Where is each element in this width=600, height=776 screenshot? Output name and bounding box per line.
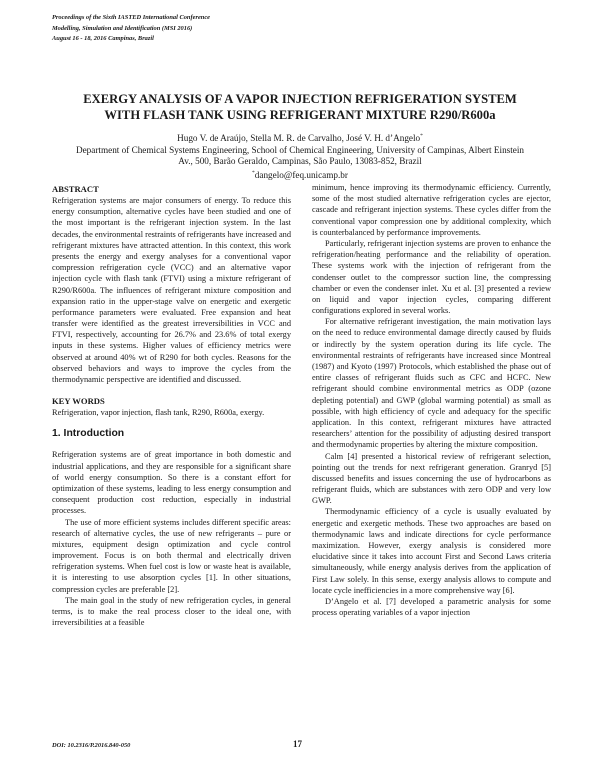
paper-title — [40, 91, 560, 123]
intro-paragraph-3-cont: minimum, hence improving its thermodynamic efficiency. Currently, some of the most studied alternative refrigeration cycles are ejector, cascade and refrigerant injection systems. These cycles differ from the conventional vapor compression one by additional complexity, which is counterbalanced by performance improvements. — [312, 183, 551, 237]
intro-paragraph-6: Calm [4] presented a historical review of refrigerant selection, pointing out the trends for next refrigerant generation. Granryd [5] discussed benefits and issues concerning the use of hydrocarbons as refrigerant fluids, which are substances with zero ODP and very low GWP. — [312, 451, 551, 506]
left-column — [52, 184, 291, 628]
keywords-text: Refrigeration, vapor injection, flash tank, R290, R600a, exergy. — [52, 408, 265, 418]
intro-paragraph-1: Refrigeration systems are of great importance in both domestic and industrial applications, and they are responsible for a significant share of world energy consumption. So there is a constant effort for optimization of these systems, leading to less energy consumption and consequent production cost reduction, especially in industrial processes. — [52, 450, 291, 516]
conference-line-2: Modelling, Simulation and Identification (MSI 2016) — [52, 24, 193, 32]
abstract-heading: ABSTRACT — [52, 184, 99, 194]
author-names-line — [40, 131, 560, 145]
authors-block — [40, 131, 560, 181]
corresponding-mark: * — [420, 133, 423, 139]
intro-paragraph-4: Particularly, refrigerant injection systems are proven to enhance the refrigeration/heating performance and the reliability of operation. These systems work with the injection of refrigerant from the condenser outlet to the compressor suction line, the compressing chamber or even the condenser inlet. Xu et al. [3] presented a review on liquid and vapor injection cycles, comparing different configurations explored in several works. — [312, 238, 551, 316]
doi: DOI: 10.2316/P.2016.840-050 — [52, 742, 131, 749]
email-line — [40, 168, 560, 182]
conference-line-3: August 16 - 18, 2016 Campinas, Brazil — [52, 35, 154, 43]
conference-header — [52, 13, 412, 45]
intro-paragraph-7: Thermodynamic efficiency of a cycle is usually evaluated by energetic and exergetic methods. These two approaches are based on thermodynamic laws and indicate directions for cycle performance maximization. However, exergy analysis is considered more elucidative since it takes into account First and Second Laws criteria simultaneously, while energy analysis derives from the application of First Law solely. In this sense, exergy analysis allows to compute and locate cycle inefficiencies in a more comprehensive way [6]. — [312, 507, 551, 595]
author-email: dangelo@feq.unicamp.br — [254, 169, 348, 180]
introduction-heading: 1. Introduction — [52, 428, 125, 440]
title-line-2: WITH FLASH TANK USING REFRIGERANT MIXTURE R290/R600a — [104, 108, 496, 122]
title-line-1: EXERGY ANALYSIS OF A VAPOR INJECTION REFRIGERATION SYSTEM — [83, 92, 517, 106]
intro-paragraph-5: For alternative refrigerant investigation, the main motivation lays on the need to reduce environmental damage directly caused by fluids or indirectly by the system operation during its life cycle. The environmental restraints of refrigerants have increased since Montreal (1987) and Kyoto (1997) Protocols, which established the phase out of entire classes of refrigerant fluids such as CFC and HCFC. New refrigerant should combine environmental metrics as ODP (ozone depleting potential) and GWP (global warming potential) as small as possible, with high efficiency of cycle and adequacy for the specific application. In this context, refrigerant mixtures have attracted researchers’ attention for the possibility of adjusting desired transport and thermodynamic properties by altering the mixture composition. — [312, 317, 551, 450]
intro-paragraph-8: D’Angelo et al. [7] developed a parametric analysis for some process operating variables of a vapor injection — [312, 596, 551, 618]
conference-line-1: Proceedings of the Sixth IASTED International Conference — [52, 14, 211, 21]
intro-paragraph-2: The use of more efficient systems includes different specific areas: research of alternative cycles, the use of new refrigerants – pure or mixtures, equipment design optimization and cycle control improvement. Focus is on both thermal and electrically driven refrigeration systems. When fuel cost is low or waste heat is available, it is interesting to use absorption cycles [1]. In other situations, compression cycles are preferable [2]. — [52, 517, 291, 594]
keywords-heading: KEY WORDS — [52, 396, 105, 407]
affiliation-line-2: Av., 500, Barão Geraldo, Campinas, São Paulo, 13083-852, Brazil — [178, 156, 422, 167]
author-names: Hugo V. de Araújo, Stella M. R. de Carvalho, José V. H. d’Angelo — [177, 133, 421, 144]
intro-paragraph-3: The main goal in the study of new refrigeration cycles, in general terms, is to make the real process closer to the ideal one, with irreversibilities at a feasible — [52, 595, 291, 628]
abstract-text: Refrigeration systems are major consumers of energy. To reduce this energy consumption, alternative cycles have been studied and one of the most important is the refrigerant injection system. In the last decades, the environmental restraints of refrigerants have increased and refrigerant mixtures have attracted attention. In this context, this work presents the energy and exergy analyses for a conventional vapor compression refrigeration cycle (VCC) and an alternative vapor injection cycle with flash tank (FTVI) using a mixture refrigerant of R290/R600a. The influences of refrigerant mixture composition and expansion ratio in the upper-stage valve on energetic and exergetic performance parameters were evaluated. Free expansion and heat transfer were identified as the greatest irreversibilities in VCC and FTVI, respectively, accounting for 26.7% and 23.6% of total exergy inputs in these systems. Higher values of efficiency metrics were observed at around 40% wt of R290 for both cycles. Reasons for the observed behaviors and ways to improve the cycles from the thermodynamic perspective are identified and discussed. — [52, 196, 291, 384]
page-number: 17 — [293, 739, 302, 749]
email-mark: * — [252, 169, 255, 176]
right-column — [312, 182, 551, 618]
affiliation-line-1: Department of Chemical Systems Engineering, School of Chemical Engineering, University of Campinas, Albert Einstein — [75, 144, 525, 155]
